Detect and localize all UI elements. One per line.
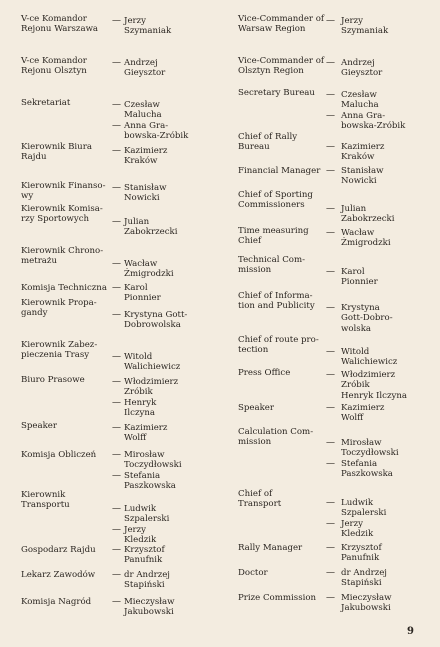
person-names — [341, 498, 386, 540]
name-line: Stefania — [124, 470, 161, 481]
role-line: Rejonu Warszawa — [21, 24, 99, 35]
name-line: Jakubowski — [124, 607, 174, 618]
dash-separator: — — [112, 504, 121, 514]
role-line: Technical Com- — [238, 255, 305, 265]
name-line: Kledzik — [124, 535, 157, 546]
dash-separator: — — [112, 183, 121, 193]
dash-separator: — — [112, 450, 121, 460]
name-line: Jerzy — [124, 524, 147, 535]
role-line: Komisja Techniczna — [21, 283, 107, 293]
name-line: Szymaniak — [341, 26, 389, 37]
role-line: Calculation Com- — [238, 427, 314, 437]
dash-separator: — — [326, 347, 335, 357]
role-line: tection — [238, 345, 269, 356]
name-line: Ludwik — [124, 504, 157, 514]
name-line: Dobrowolska — [124, 320, 181, 331]
name-line: Wacław — [341, 228, 375, 238]
name-line: Malucha — [341, 100, 379, 111]
role-title — [238, 368, 290, 378]
role-title — [21, 490, 70, 511]
role-line: Transport — [238, 499, 282, 510]
name-line: Paszkowska — [124, 481, 176, 492]
dash-separator: — — [326, 267, 335, 277]
person-names — [341, 438, 399, 480]
role-title — [21, 545, 96, 555]
name-line: Ilczyna — [124, 408, 155, 419]
name-line: bowska-Zróbik — [341, 121, 406, 132]
person-names — [124, 217, 177, 238]
name-line: Karol — [341, 267, 365, 277]
role-title — [21, 340, 97, 361]
person-names — [341, 204, 394, 225]
person-names — [124, 58, 165, 79]
name-line: Andrzej — [341, 58, 375, 68]
name-line: Pionnier — [124, 293, 161, 304]
name-line: Kraków — [124, 156, 158, 167]
name-line: Szpalerski — [341, 508, 387, 519]
person-names — [124, 259, 174, 280]
name-line: Stapiński — [124, 580, 165, 591]
dash-separator: — — [326, 593, 335, 603]
role-line: Biuro Prasowe — [21, 375, 85, 385]
role-title — [238, 568, 268, 578]
role-line: Chief of Informa- — [238, 291, 313, 301]
role-line: Kierownik Propa- — [21, 298, 97, 308]
role-line: Doctor — [238, 568, 268, 578]
name-line: Witold — [124, 352, 153, 362]
role-line: Sekretariat — [21, 98, 71, 108]
name-line: Panufnik — [341, 553, 380, 564]
role-line: Chief — [238, 236, 262, 247]
person-names — [124, 570, 170, 591]
role-title — [238, 291, 315, 312]
name-line: Szymaniak — [124, 26, 172, 37]
name-line: Mieczysław — [124, 597, 175, 607]
name-line: Żmigrodzki — [341, 238, 391, 249]
dash-separator: — — [326, 568, 335, 578]
person-names — [341, 370, 407, 401]
role-title — [21, 570, 95, 580]
role-line: Kierownik — [21, 490, 66, 500]
role-title — [21, 14, 98, 35]
role-line: Secretary Bureau — [238, 88, 315, 98]
dash-separator: — — [326, 110, 335, 121]
role-title — [238, 543, 302, 553]
person-names — [341, 58, 382, 79]
dash-separator: — — [326, 403, 335, 413]
role-line: Chief of route pro- — [238, 335, 319, 345]
person-names — [124, 146, 167, 167]
dash-separator: — — [112, 524, 121, 535]
role-title — [238, 88, 315, 98]
name-line: Panufnik — [124, 555, 163, 566]
role-line: wy — [21, 191, 34, 202]
name-line: Julian — [124, 217, 150, 227]
role-line: mission — [238, 265, 272, 276]
person-names — [341, 228, 391, 249]
name-line: Czesław — [341, 90, 377, 100]
role-title — [21, 450, 96, 460]
dash-separator: — — [112, 120, 121, 131]
name-line: Kazimierz — [341, 403, 385, 413]
name-line: Ludwik — [341, 498, 374, 508]
name-line: Krzysztof — [124, 545, 165, 555]
dash-separator: — — [112, 58, 121, 68]
role-line: V-ce Komandor — [21, 56, 87, 66]
name-line: Paszkowska — [341, 469, 393, 480]
dash-separator: — — [326, 228, 335, 238]
name-line: Zabokrzecki — [124, 227, 178, 238]
role-title — [238, 14, 324, 35]
role-title — [21, 204, 103, 225]
name-line: Mieczysław — [341, 593, 392, 603]
name-line: Włodzimierz — [124, 377, 179, 387]
person-names — [124, 545, 165, 566]
role-title — [21, 298, 97, 319]
role-title — [238, 427, 313, 448]
dash-separator: — — [112, 352, 121, 362]
name-line: Gieysztor — [124, 68, 166, 79]
person-names — [124, 283, 161, 304]
name-line: Anna Gra- — [341, 110, 386, 121]
dash-separator: — — [112, 100, 121, 110]
role-line: Kierownik Komisa- — [21, 204, 103, 214]
name-line: wolska — [341, 323, 372, 334]
name-line: Szpalerski — [124, 514, 170, 525]
name-line: Czesław — [124, 100, 160, 110]
name-line: Wacław — [124, 259, 158, 269]
role-line: metrażu — [21, 256, 57, 267]
name-line: Mirosław — [341, 438, 382, 448]
name-line: Kledzik — [341, 529, 374, 540]
name-line: Stanisław — [341, 166, 384, 176]
role-title — [21, 246, 103, 267]
role-line: Chief of Sporting — [238, 190, 313, 200]
role-line: Transportu — [21, 500, 70, 511]
name-line: Krzysztof — [341, 543, 382, 553]
name-line: Witold — [341, 347, 370, 357]
role-title — [238, 190, 313, 211]
name-line: Pionnier — [341, 277, 378, 288]
role-line: V-ce Komandor — [21, 14, 87, 24]
role-title — [21, 283, 107, 293]
name-line: Jakubowski — [341, 603, 391, 614]
name-line: Toczydłowski — [124, 460, 182, 471]
role-line: pieczenia Trasy — [21, 350, 90, 361]
dash-separator: — — [326, 142, 335, 152]
name-line: Malucha — [124, 110, 162, 121]
role-line: Speaker — [238, 403, 274, 413]
name-line: Julian — [341, 204, 367, 214]
name-line: Zróbik — [341, 380, 370, 391]
person-names — [341, 303, 393, 334]
person-names — [124, 597, 175, 618]
person-names — [124, 183, 166, 204]
name-line: Walichiewicz — [341, 357, 398, 368]
person-names — [124, 16, 171, 37]
dash-separator: — — [326, 303, 335, 313]
person-names — [124, 504, 169, 546]
person-names — [341, 267, 378, 288]
role-line: Financial Manager — [238, 166, 321, 176]
person-names — [341, 142, 384, 163]
name-line: Krystyna — [341, 303, 380, 313]
name-line: Gott-Dobro- — [341, 313, 393, 324]
role-line: Press Office — [238, 368, 291, 378]
role-line: Lekarz Zawodów — [21, 570, 96, 580]
role-line: Speaker — [21, 421, 57, 431]
person-names — [124, 423, 167, 444]
person-names — [124, 352, 180, 373]
dash-separator: — — [112, 545, 121, 555]
role-title — [21, 181, 106, 202]
name-line: Zabokrzecki — [341, 214, 395, 225]
role-title — [21, 597, 91, 607]
role-line: Vice-Commander of — [238, 14, 325, 24]
role-line: Warsaw Region — [238, 24, 306, 35]
role-title — [238, 226, 309, 247]
dash-separator: — — [326, 90, 335, 100]
name-line: Nowicki — [124, 193, 160, 204]
role-line: Rejonu Olsztyn — [21, 66, 87, 77]
role-title — [238, 593, 316, 603]
role-line: rzy Sportowych — [21, 214, 90, 225]
dash-separator: — — [112, 283, 121, 293]
name-line: dr Andrzej — [341, 568, 387, 578]
role-line: Kierownik Finanso- — [21, 181, 106, 191]
page-number: 9 — [407, 626, 414, 637]
dash-separator: — — [112, 146, 121, 156]
role-line: Rally Manager — [238, 543, 303, 553]
role-title — [238, 255, 305, 276]
role-line: Gospodarz Rajdu — [21, 545, 96, 555]
role-line: Bureau — [238, 142, 270, 153]
name-line: Jerzy — [341, 16, 364, 26]
dash-separator: — — [112, 597, 121, 607]
person-names — [341, 403, 384, 424]
role-line: gandy — [21, 308, 48, 319]
role-title — [21, 375, 85, 385]
name-line: Gieysztor — [341, 68, 383, 79]
name-line: Karol — [124, 283, 148, 293]
role-title — [238, 335, 319, 356]
role-line: Kierownik Biura — [21, 142, 92, 152]
role-line: Olsztyn Region — [238, 66, 304, 77]
role-line: Kierownik Zabez- — [21, 340, 98, 350]
name-line: Stapiński — [341, 578, 382, 589]
dash-separator: — — [326, 370, 335, 380]
person-names — [341, 166, 383, 187]
dash-separator: — — [112, 470, 121, 481]
name-line: Walichiewicz — [124, 362, 181, 373]
role-line: mission — [238, 437, 272, 448]
name-line: Żmigrodzki — [124, 269, 174, 280]
name-line: Mirosław — [124, 450, 165, 460]
name-line: Henryk — [124, 397, 157, 408]
dash-separator: — — [326, 543, 335, 553]
dash-separator: — — [112, 570, 121, 580]
role-title — [238, 403, 274, 413]
name-line: dr Andrzej — [124, 570, 170, 580]
role-line: tion and Publicity — [238, 301, 315, 312]
name-line: Stefania — [341, 458, 378, 469]
role-title — [21, 142, 92, 163]
dash-separator: — — [326, 166, 335, 176]
person-names — [341, 543, 382, 564]
name-line: Jerzy — [341, 518, 364, 529]
dash-separator: — — [112, 423, 121, 433]
role-line: Komisja Obliczeń — [21, 450, 97, 460]
role-line: Kierownik Chrono- — [21, 246, 104, 256]
name-line: Kazimierz — [124, 146, 168, 156]
dash-separator: — — [326, 458, 335, 469]
name-line: Nowicki — [341, 176, 377, 187]
dash-separator: — — [326, 498, 335, 508]
name-line: Kazimierz — [124, 423, 168, 433]
dash-separator: — — [326, 204, 335, 214]
person-names — [124, 310, 187, 331]
person-names — [124, 100, 188, 142]
role-title — [21, 56, 87, 77]
role-title — [21, 421, 57, 431]
name-line: bowska-Zróbik — [124, 131, 189, 142]
dash-separator: — — [112, 16, 121, 26]
name-line: Zróbik — [124, 387, 153, 398]
dash-separator: — — [112, 259, 121, 269]
name-line: Krystyna Gott- — [124, 310, 188, 320]
name-line: Henryk Ilczyna — [341, 390, 408, 401]
role-line: Chief of Rally — [238, 132, 298, 142]
name-line: Anna Gra- — [124, 120, 169, 131]
role-line: Prize Commission — [238, 593, 317, 603]
role-line: Komisja Nagród — [21, 597, 92, 607]
role-line: Chief of — [238, 489, 273, 499]
name-line: Włodzimierz — [341, 370, 396, 380]
person-names — [124, 450, 182, 492]
name-line: Andrzej — [124, 58, 158, 68]
name-line: Kazimierz — [341, 142, 385, 152]
dash-separator: — — [326, 16, 335, 26]
dash-separator: — — [326, 518, 335, 529]
role-line: Commissioners — [238, 200, 305, 211]
role-title — [21, 98, 70, 108]
name-line: Kraków — [341, 152, 375, 163]
name-line: Wolff — [341, 413, 364, 424]
role-title — [238, 166, 320, 176]
name-line: Toczydłowski — [341, 448, 399, 459]
person-names — [341, 568, 387, 589]
person-names — [341, 16, 388, 37]
name-line: Stanisław — [124, 183, 167, 193]
dash-separator: — — [112, 377, 121, 387]
dash-separator: — — [112, 217, 121, 227]
role-title — [238, 56, 324, 77]
role-title — [238, 132, 297, 153]
role-line: Time measuring — [238, 226, 309, 236]
role-title — [238, 489, 281, 510]
role-line: Rajdu — [21, 152, 47, 163]
person-names — [341, 347, 397, 368]
role-line: Vice-Commander of — [238, 56, 325, 66]
name-line: Jerzy — [124, 16, 147, 26]
person-names — [124, 377, 178, 419]
dash-separator: — — [326, 438, 335, 448]
person-names — [341, 593, 392, 614]
name-line: Wolff — [124, 433, 147, 444]
dash-separator: — — [112, 310, 121, 320]
dash-separator: — — [326, 58, 335, 68]
person-names — [341, 90, 405, 132]
dash-separator: — — [112, 397, 121, 408]
